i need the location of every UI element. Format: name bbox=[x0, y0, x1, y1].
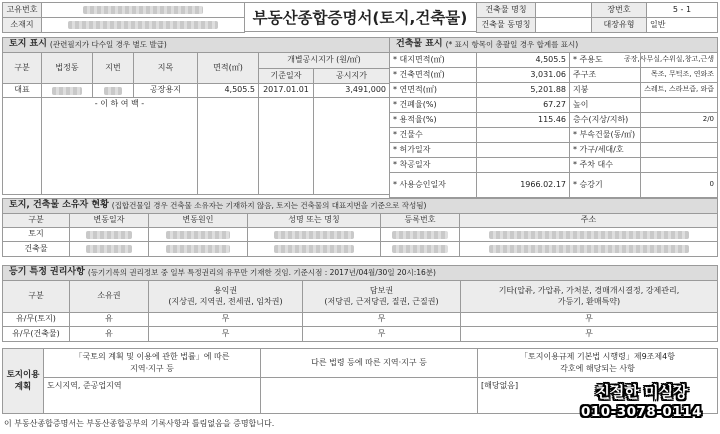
contact-stamp bbox=[563, 368, 720, 432]
building-row-label2: * 부속건물(동/㎡) bbox=[569, 127, 641, 143]
land-section-note: (관련필지가 다수일 경우 별도 발급) bbox=[49, 40, 167, 50]
owner-land-reason bbox=[148, 227, 248, 242]
redacted-building-name bbox=[274, 245, 354, 253]
redacted-dong bbox=[52, 87, 82, 95]
building-row-value2: 목조, 무턱조, 연와조 bbox=[640, 67, 718, 83]
owner-land-name bbox=[247, 227, 381, 242]
owner-col-name: 성명 또는 명칭 bbox=[247, 213, 381, 228]
rights-row-building: 유/무(건축물) bbox=[2, 326, 70, 342]
owner-section-note: (집합건물일 경우 건축물 소유자는 기재하지 않음, 토지는 건축물의 대표지번을 기준으로 작성됨) bbox=[111, 201, 427, 211]
owner-building-name bbox=[247, 241, 381, 257]
plan-label-1: 토지이용 bbox=[6, 369, 40, 380]
rights-col-ownership: 소유권 bbox=[69, 280, 149, 313]
redacted-building-date bbox=[86, 245, 132, 253]
redacted-building-address bbox=[489, 245, 689, 253]
building-row-value: 1966.02.17 bbox=[476, 172, 570, 198]
redacted-building-regno bbox=[392, 245, 448, 253]
building-row-value bbox=[476, 142, 570, 158]
land-col-price2: 공시지가 bbox=[313, 68, 390, 84]
blank-note-text: - 이 하 여 백 - bbox=[94, 99, 145, 108]
owner-col-regno: 등록번호 bbox=[380, 213, 460, 228]
building-row-label: * 착공일자 bbox=[389, 157, 477, 173]
stamp-phone: 010-3078-0114 bbox=[580, 403, 703, 420]
building-row-label2: * 가구/세대/호 bbox=[569, 142, 641, 158]
id-label: 고유번호 bbox=[2, 2, 42, 18]
yongik-sub: (지상권, 지역권, 전세권, 임차권) bbox=[168, 297, 283, 306]
building-row-label: * 건축면적(㎡) bbox=[389, 67, 477, 83]
owner-section-heading: 토지, 건축물 소유자 현황 bbox=[9, 200, 109, 211]
document-title: 부동산종합증명서(토지,건축물) bbox=[244, 2, 476, 32]
plan-col3-value: [해당없음] bbox=[477, 377, 718, 414]
land-row-price: 3,491,000 bbox=[313, 83, 390, 98]
land-blank-cell bbox=[2, 97, 42, 195]
building-row-label2: 높이 bbox=[569, 97, 641, 113]
plan-col1-header bbox=[43, 348, 261, 378]
location-label: 소재지 bbox=[2, 17, 42, 33]
building-row-value2 bbox=[640, 127, 718, 143]
land-blank-price bbox=[313, 97, 390, 195]
building-row-value2 bbox=[640, 97, 718, 113]
type-value: 일반 bbox=[646, 17, 718, 33]
redacted-building-reason bbox=[166, 245, 230, 253]
yongik-title: 용익권 bbox=[213, 285, 238, 295]
rights-building-etc: 무 bbox=[460, 326, 718, 342]
building-section-title bbox=[389, 37, 718, 53]
land-col-jibun: 지번 bbox=[92, 52, 134, 84]
owner-row-land: 토지 bbox=[2, 227, 70, 242]
building-row-value bbox=[476, 157, 570, 173]
building-row-label2: 층수(지상/지하) bbox=[569, 112, 641, 128]
dambo-sub: (저당권, 근저당권, 질권, 근질권) bbox=[324, 297, 439, 306]
building-row-value2: 0 bbox=[640, 172, 718, 198]
plan-col2-value bbox=[260, 377, 478, 414]
building-name-value bbox=[535, 2, 592, 18]
etc-sub: 가등기, 환매특약) bbox=[557, 297, 621, 306]
building-row-value: 3,031.06 bbox=[476, 67, 570, 83]
building-row-value: 4,505.5 bbox=[476, 52, 570, 68]
rights-section-title bbox=[2, 265, 718, 281]
building-row-value bbox=[476, 127, 570, 143]
owner-building-address bbox=[459, 241, 718, 257]
plan-col1-line2: 지역·지구 등 bbox=[130, 363, 174, 373]
rights-section-note: (등기기록의 권리정보 중 일부 특정권리의 유무만 기재한 것임. 기준시점 : 2017년/04월/30일 20시:16분) bbox=[87, 268, 436, 278]
building-section-heading: 건축물 표시 bbox=[396, 39, 443, 50]
rights-building-dambo: 무 bbox=[302, 326, 461, 342]
owner-land-regno bbox=[380, 227, 460, 242]
land-row-dong bbox=[41, 83, 93, 98]
owner-land-date bbox=[69, 227, 149, 242]
owner-col-gubun: 구분 bbox=[2, 213, 70, 228]
building-row-value2 bbox=[640, 157, 718, 173]
building-row-label2: * 승강기 bbox=[569, 172, 641, 198]
land-row-jibun bbox=[92, 83, 134, 98]
owner-row-building: 건축물 bbox=[2, 241, 70, 257]
owner-col-reason: 변동원인 bbox=[148, 213, 248, 228]
footer-statement: 이 부동산종합증명서는 부동산종합공부의 기록사항과 틀림없음을 증명합니다. bbox=[4, 419, 275, 428]
owner-building-date bbox=[69, 241, 149, 257]
redacted-land-date bbox=[86, 231, 132, 239]
rights-land-ownership: 유 bbox=[69, 312, 149, 327]
building-row-value2: 스레트, 스라브즙, 와즙 bbox=[640, 82, 718, 98]
owner-col-address: 주소 bbox=[459, 213, 718, 228]
redacted-land-name bbox=[274, 231, 354, 239]
rights-col-gubun: 구분 bbox=[2, 280, 70, 313]
redacted-jibun bbox=[104, 87, 122, 95]
rights-section-heading: 등기 특정 권리사항 bbox=[9, 267, 85, 278]
owner-land-address bbox=[459, 227, 718, 242]
owner-section-title bbox=[2, 198, 718, 214]
redacted-location bbox=[68, 21, 218, 29]
building-row-value: 115.46 bbox=[476, 112, 570, 128]
building-row-label2: 주구조 bbox=[569, 67, 641, 83]
rights-land-etc: 무 bbox=[460, 312, 718, 327]
plan-label bbox=[2, 348, 44, 414]
land-blank-area bbox=[197, 97, 259, 195]
plan-col1-value: 도시지역, 준공업지역 bbox=[43, 377, 261, 414]
dambo-title: 담보권 bbox=[369, 285, 394, 295]
stamp-name: 친절한 미실장 bbox=[595, 382, 688, 401]
redacted-land-address bbox=[489, 231, 689, 239]
id-value bbox=[41, 2, 245, 18]
rights-building-ownership: 유 bbox=[69, 326, 149, 342]
plan-col2-header: 다른 법령 등에 따른 지역·지구 등 bbox=[260, 348, 478, 378]
land-row-area: 4,505.5 bbox=[197, 83, 259, 98]
building-row-label: * 건폐율(%) bbox=[389, 97, 477, 113]
building-row-value2: 2/0 bbox=[640, 112, 718, 128]
rights-row-land: 유/무(토지) bbox=[2, 312, 70, 327]
redacted-land-regno bbox=[392, 231, 448, 239]
type-label: 대장유형 bbox=[591, 17, 647, 33]
building-row-label2: * 주용도 bbox=[569, 52, 641, 68]
building-section-note: (* 표시 항목이 총괄일 경우 합계를 표시) bbox=[445, 40, 579, 50]
building-row-label: * 연면적(㎡) bbox=[389, 82, 477, 98]
building-row-label: * 허가일자 bbox=[389, 142, 477, 158]
building-row-label: * 사용승인일자 bbox=[389, 172, 477, 198]
land-section-heading: 토지 표시 bbox=[9, 39, 47, 50]
land-col-base-date: 기준일자 bbox=[258, 68, 314, 84]
building-dong-value bbox=[535, 17, 592, 33]
building-row-label: * 용적율(%) bbox=[389, 112, 477, 128]
land-col-area: 면적(㎡) bbox=[197, 52, 259, 84]
land-blank-date bbox=[258, 97, 314, 195]
land-blank-note bbox=[41, 97, 198, 195]
land-row-date: 2017.01.01 bbox=[258, 83, 314, 98]
land-col-gubun: 구분 bbox=[2, 52, 42, 84]
building-row-value2: 공장,사무실,수위실,창고,근생 bbox=[640, 52, 718, 68]
redacted-id bbox=[83, 6, 203, 14]
rights-col-etc bbox=[460, 280, 718, 313]
building-row-value: 5,201.88 bbox=[476, 82, 570, 98]
land-col-dong: 법정동 bbox=[41, 52, 93, 84]
land-section-title bbox=[2, 37, 390, 53]
rights-land-dambo: 무 bbox=[302, 312, 461, 327]
building-row-label2: 지붕 bbox=[569, 82, 641, 98]
building-row-label2: * 주차 대수 bbox=[569, 157, 641, 173]
location-value bbox=[41, 17, 245, 33]
owner-col-date: 변동일자 bbox=[69, 213, 149, 228]
building-row-value2 bbox=[640, 142, 718, 158]
building-name-label: 건축물 명칭 bbox=[476, 2, 536, 18]
rights-col-yongik bbox=[148, 280, 303, 313]
land-col-price: 개별공시지가 (원/㎡) bbox=[258, 52, 390, 69]
plan-col3-line1: 「토지이용규제 기본법 시행령」제9조제4항 bbox=[520, 352, 675, 362]
rights-land-yongik: 무 bbox=[148, 312, 303, 327]
rights-building-yongik: 무 bbox=[148, 326, 303, 342]
rights-col-dambo bbox=[302, 280, 461, 313]
land-row-jimok: 공장용지 bbox=[133, 83, 198, 98]
building-dong-label: 건축물 동명칭 bbox=[476, 17, 536, 33]
building-row-label: * 건물수 bbox=[389, 127, 477, 143]
etc-title: 기타(압류, 가압류, 가처분, 경매개시결정, 강제관리, bbox=[498, 285, 680, 295]
building-row-value: 67.27 bbox=[476, 97, 570, 113]
owner-building-reason bbox=[148, 241, 248, 257]
plan-label-2: 계획 bbox=[14, 381, 32, 392]
page-value: 5 - 1 bbox=[646, 2, 718, 18]
redacted-land-reason bbox=[166, 231, 230, 239]
building-row-label: * 대지면적(㎡) bbox=[389, 52, 477, 68]
land-col-jimok: 지목 bbox=[133, 52, 198, 84]
page-label: 장번호 bbox=[591, 2, 647, 18]
owner-building-regno bbox=[380, 241, 460, 257]
plan-col1-line1: 「국토의 계획 및 이용에 관한 법률」에 따른 bbox=[74, 352, 230, 362]
plan-col3-line2: 각호에 해당되는 사항 bbox=[560, 363, 635, 373]
land-row-label: 대표 bbox=[2, 83, 42, 98]
